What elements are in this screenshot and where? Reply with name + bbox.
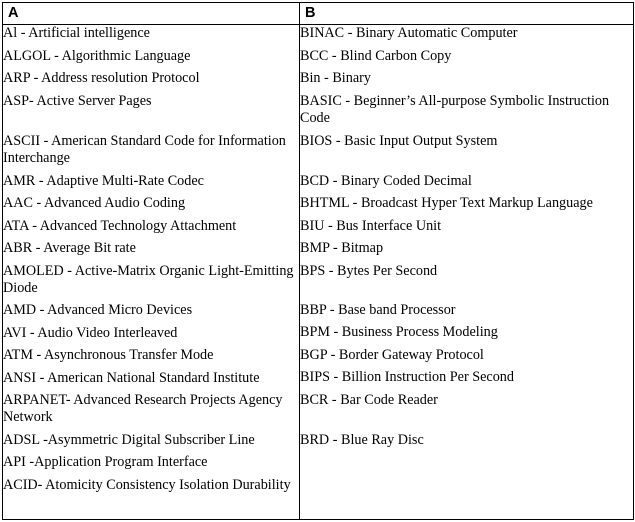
list-item: BBP - Base band Processor [300,301,456,318]
list-item: BASIC - Beginner’s All-purpose Symbolic Instruction Code [300,92,610,126]
list-item: AAC - Advanced Audio Coding [3,195,186,211]
list-item: BPS - Bytes Per Second [300,262,438,279]
list-item: API -Application Program Interface [3,454,208,470]
column-header-b: B [300,3,634,25]
column-a-cell [3,25,300,520]
list-item: Bin - Binary [300,70,371,86]
abbreviations-table [2,2,634,520]
list-item: BIPS - Billion Instruction Per Second [300,369,514,385]
list-item: ARP - Address resolution Protocol [3,70,200,86]
body-row [3,25,634,520]
list-item: BCC - Blind Carbon Copy [300,47,452,64]
list-item: ADSL -Asymmetric Digital Subscriber Line [3,431,255,448]
list-item: AVI - Audio Video Interleaved [3,324,178,341]
list-item: BINAC - Binary Automatic Computer [300,25,518,41]
list-item: ANSI - American National Standard Institute [3,369,260,386]
list-item: ALGOL - Algorithmic Language [3,47,191,64]
list-item: BRD - Blue Ray Disc [300,431,424,448]
list-item: ATM - Asynchronous Transfer Mode [3,347,214,363]
list-item: BCR - Bar Code Reader [300,391,438,408]
list-item: AMD - Advanced Micro Devices [3,302,193,318]
list-item: AMOLED - Active-Matrix Organic Light-Emitting Diode [3,262,294,296]
list-item: ATA - Advanced Technology Attachment [3,217,237,234]
list-item: BIU - Bus Interface Unit [300,217,442,234]
list-item: BMP - Bitmap [300,240,384,256]
list-item: ABR - Average Bit rate [3,240,136,256]
header-row [3,3,634,25]
column-b-cell [300,25,634,520]
column-header-a: A [3,3,300,25]
list-item: Al - Artificial intelligence [3,25,150,41]
list-item: BGP - Border Gateway Protocol [300,346,484,363]
list-item: AMR - Adaptive Multi-Rate Codec [3,172,204,189]
list-item: ASCII - American Standard Code for Information Interchange [3,132,286,166]
list-item: ARPANET- Advanced Research Projects Agency Network [3,392,283,425]
list-item: BIOS - Basic Input Output System [300,132,498,149]
list-item: ACID- Atomicity Consistency Isolation Durability [3,476,291,493]
list-item: BPM - Business Process Modeling [300,324,498,340]
list-item: BHTML - Broadcast Hyper Text Markup Language [300,195,593,211]
list-item: BCD - Binary Coded Decimal [300,172,472,189]
list-item: ASP- Active Server Pages [3,92,152,109]
